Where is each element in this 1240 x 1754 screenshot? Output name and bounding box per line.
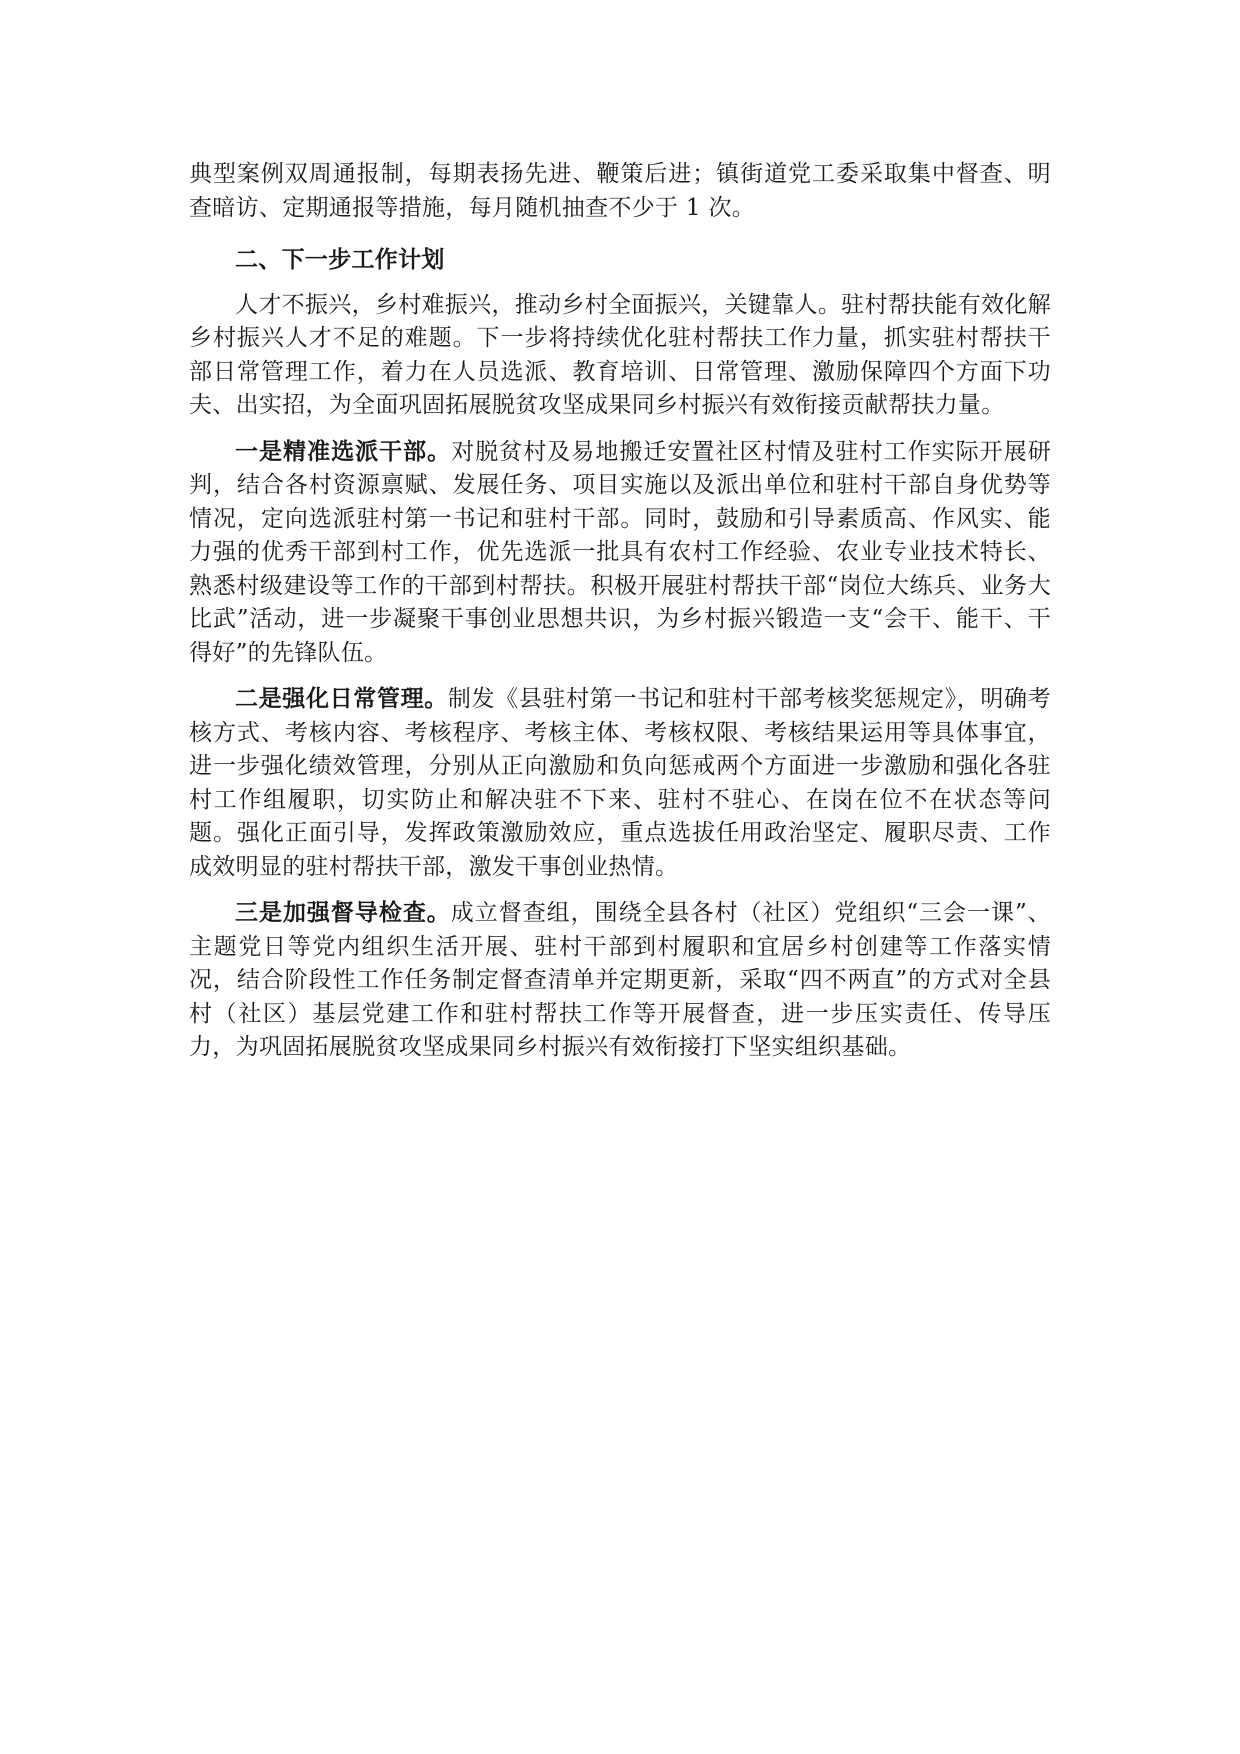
section-heading: 二、下一步工作计划 — [235, 246, 445, 273]
item-paragraph-1 — [189, 435, 1051, 671]
item-lead-2: 二是强化日常管理。 — [235, 685, 448, 712]
continuation-paragraph: 典型案例双周通报制，每期表扬先进、鞭策后进；镇街道党工委采取集中督查、明查暗访、定期通报等措施，每月随机抽查不少于 1 次。 — [189, 161, 1051, 221]
item-paragraph-2 — [189, 682, 1051, 884]
document-body — [189, 158, 1051, 1077]
item-paragraph-3 — [189, 896, 1051, 1065]
item-lead-1: 一是精准选派干部。 — [235, 437, 452, 465]
item-text-3: 成立督查组，围绕全县各村（社区）党组织“三会一课”、主题党日等党内组织生活开展、驻村干部到村履职和宜居乡村创建等工作落实情况，结合阶段性工作任务制定督查清单并定期更新，采取“四不两直”的方式对全县村（社区）基层党建工作和驻村帮扶工作等开展督查，进一步压实责任、传导压力，为巩固拓展脱贫攻坚成果同乡村振兴有效衔接打下坚实组织基础。 — [189, 900, 1051, 1060]
item-lead-3: 三是加强督导检查。 — [235, 899, 451, 926]
item-text-1: 对脱贫村及易地搬迁安置社区村情及驻村工作实际开展研判，结合各村资源禀赋、发展任务、项目实施以及派出单位和驻村干部自身优势等情况，定向选派驻村第一书记和驻村干部。同时，鼓励和引导素质高、作风实、能力强的优秀干部到村工作，优先选派一批具有农村工作经验、农业专业技术特长、熟悉村级建设等工作的干部到村帮扶。积极开展驻村帮扶干部“岗位大练兵、业务大比武”活动，进一步凝聚干事创业思想共识，为乡村振兴锻造一支“会干、能干、干得好”的先锋队伍。 — [189, 438, 1052, 666]
item-text-2: 制发《县驻村第一书记和驻村干部考核奖惩规定》，明确考核方式、考核内容、考核程序、考核主体、考核权限、考核结果运用等具体事宜，进一步强化绩效管理，分别从正向激励和负向惩戒两个方面进一步激励和强化各驻村工作组履职，切实防止和解决驻不下来、驻村不驻心、在岗在位不在状态等问题。强化正面引导，发挥政策激励效应，重点选拔任用政治坚定、履职尽责、工作成效明显的驻村帮扶干部，激发干事创业热情。 — [189, 686, 1051, 880]
intro-paragraph: 人才不振兴，乡村难振兴，推动乡村全面振兴，关键靠人。驻村帮扶能有效化解乡村振兴人才不足的难题。下一步将持续优化驻村帮扶工作力量，抓实驻村帮扶干部日常管理工作，着力在人员选派、教育培训、日常管理、激励保障四个方面下功夫、出实招，为全面巩固拓展脱贫攻坚成果同乡村振兴有效衔接贡献帮扶力量。 — [189, 291, 1051, 418]
